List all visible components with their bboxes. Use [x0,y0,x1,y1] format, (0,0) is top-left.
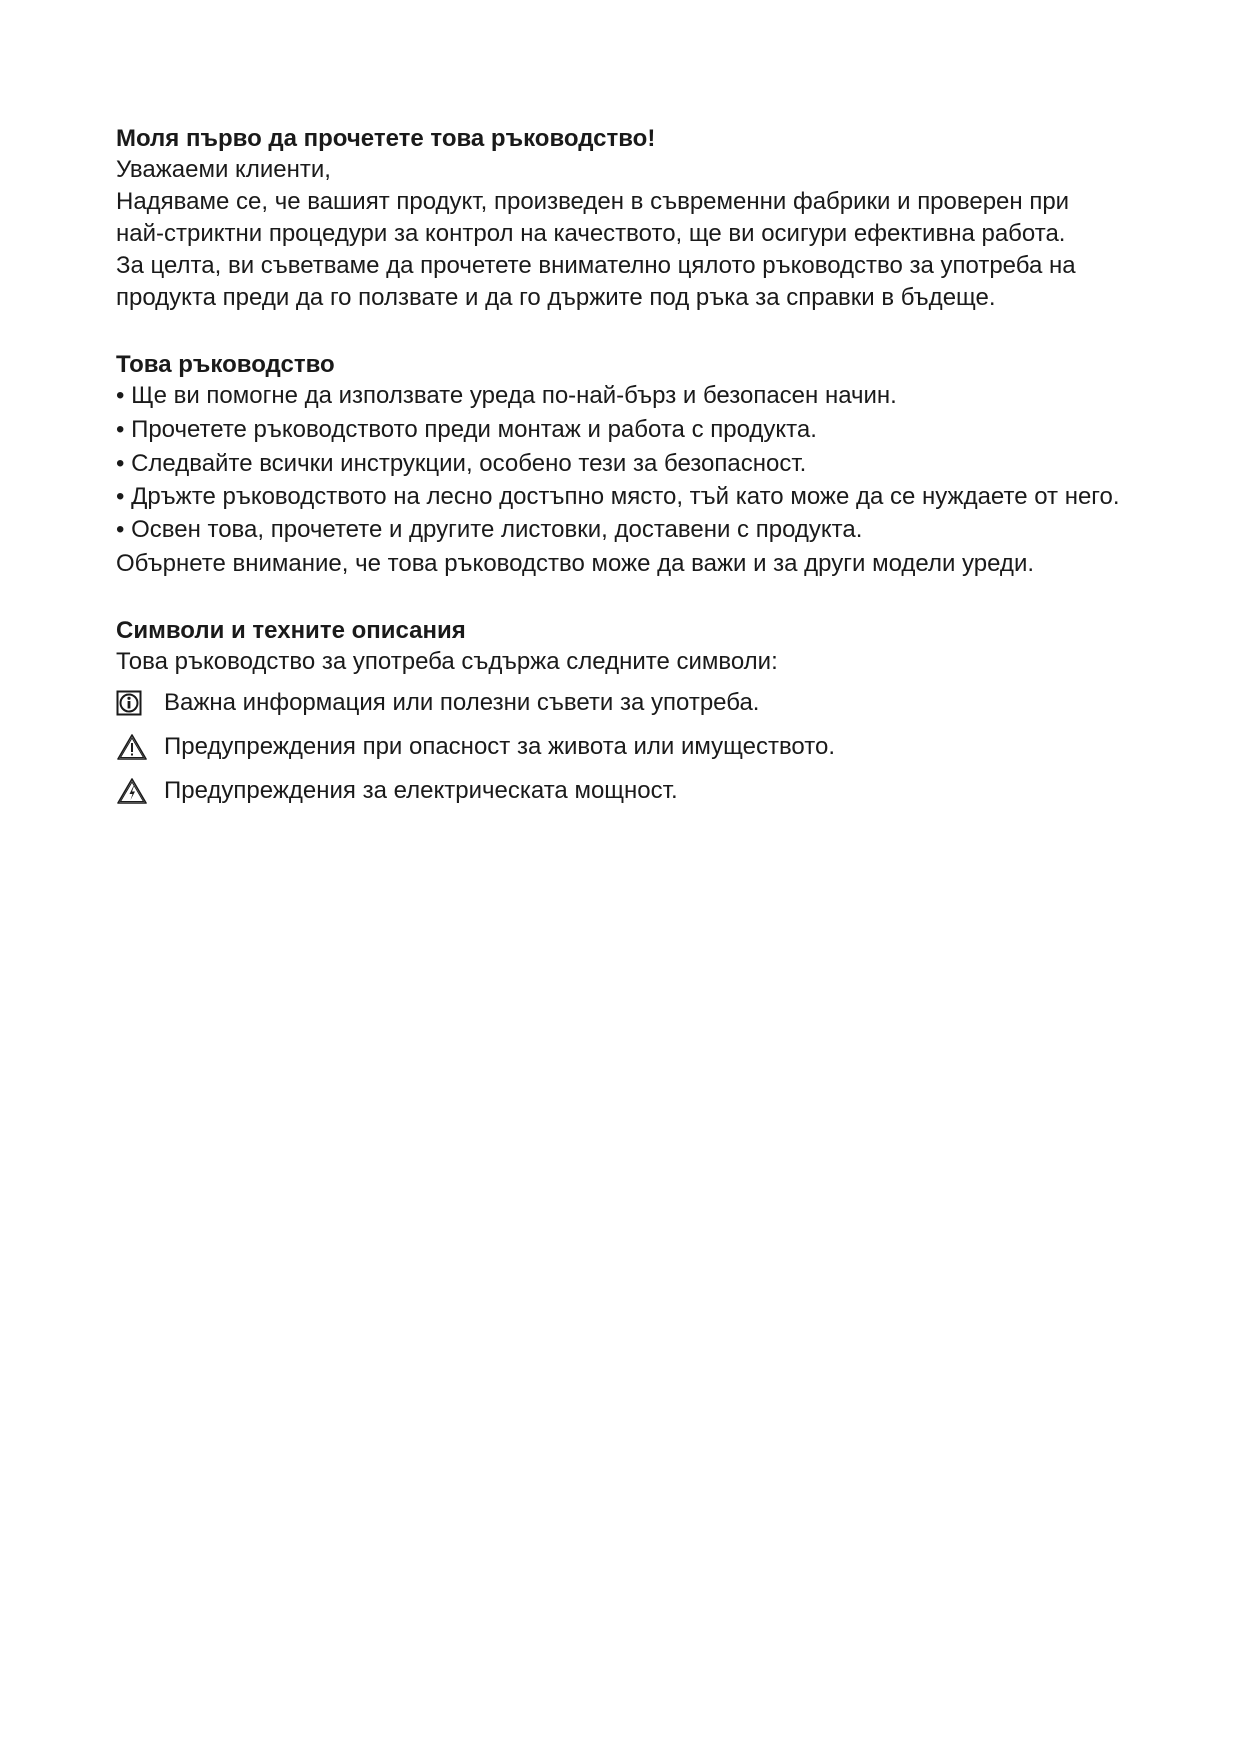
symbol-item-info [116,688,1136,718]
electric-warning-icon [116,776,150,806]
manual-bullet-list [116,380,1136,546]
manual-title: Това ръководство [116,351,335,378]
intro-paragraph-line: За целта, ви съветваме да прочетете внимателно цялото ръководство за употреба на [116,252,1076,279]
manual-bullet-item: • Следвайте всички инструкции, особено тези за безопасност. [116,450,807,477]
manual-bullet-item: • Ще ви помогне да използвате уреда по-най-бърз и безопасен начин. [116,382,897,409]
symbol-item-electric-warning [116,776,1136,806]
manual-section [116,350,1136,580]
symbols-intro: Това ръководство за употреба съдържа следните символи: [116,648,778,675]
symbol-list [116,688,1136,806]
symbol-item-text: Важна информация или полезни съвети за употреба. [164,689,760,716]
manual-bullet-item: • Прочетете ръководството преди монтаж и работа с продукта. [116,416,817,443]
intro-section [116,124,1136,314]
manual-bullet-item: • Освен това, прочетете и другите листовки, доставени с продукта. [116,516,863,543]
intro-title: Моля първо да прочетете това ръководство! [116,125,656,152]
manual-note: Обърнете внимание, че това ръководство може да важи и за други модели уреди. [116,550,1035,577]
intro-paragraph [116,186,1136,314]
intro-paragraph-line: Надяваме се, че вашият продукт, произведен в съвременни фабрики и проверен при [116,188,1070,215]
symbols-section [116,616,1136,806]
intro-paragraph-line: най-стриктни процедури за контрол на качеството, ще ви осигури ефективна работа. [116,220,1066,247]
info-icon [116,688,150,718]
manual-bullet-item: • Дръжте ръководството на лесно достъпно място, тъй като може да се нуждаете от него. [116,483,1120,510]
symbol-item-warning [116,732,1136,762]
warning-icon [116,732,150,762]
symbol-item-text: Предупреждения за електрическата мощност. [164,777,678,804]
intro-paragraph-line: продукта преди да го ползвате и да го държите под ръка за справки в бъдеще. [116,284,996,311]
symbols-title: Символи и техните описания [116,617,466,644]
document-page [116,124,1136,820]
symbol-item-text: Предупреждения при опасност за живота или имуществото. [164,733,835,760]
intro-greeting: Уважаеми клиенти, [116,156,331,183]
